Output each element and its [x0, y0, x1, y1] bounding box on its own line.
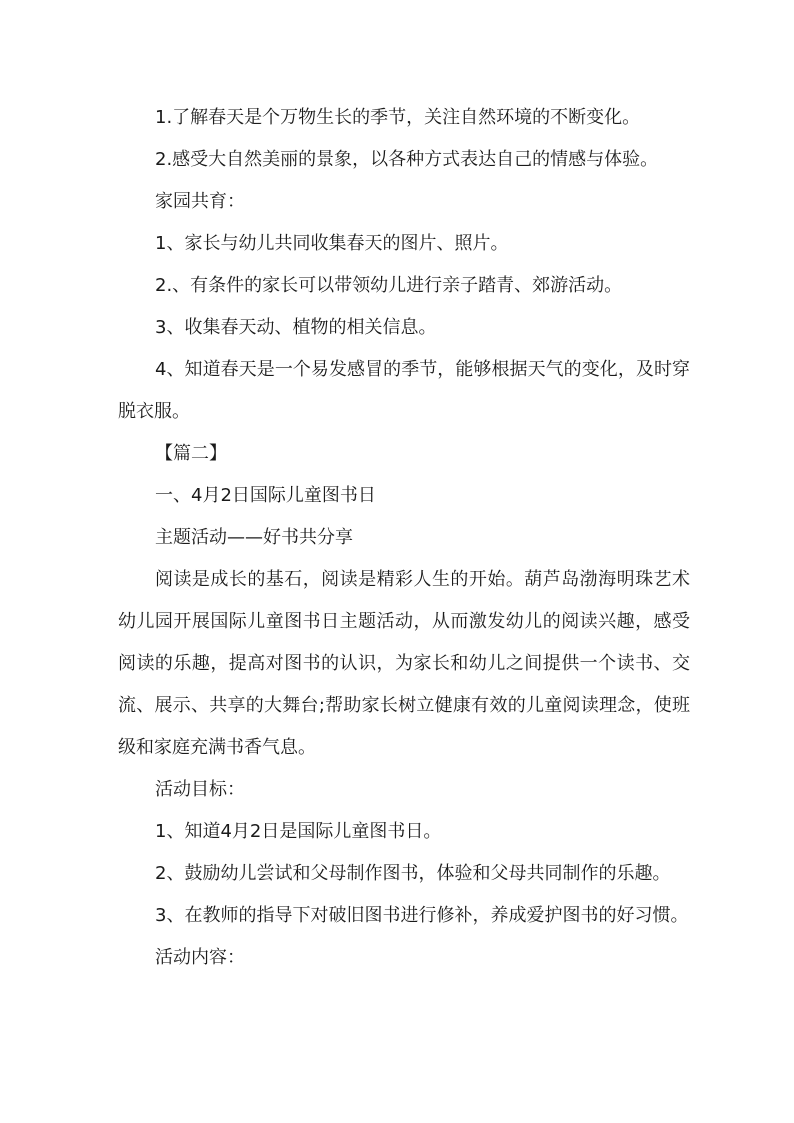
objective-item-3: 3、在教师的指导下对破旧图书进行修补，养成爱护图书的好习惯。 — [155, 905, 689, 926]
section-heading-home-school: 家园共育： — [155, 191, 245, 212]
objective-item-1: 1、知道4月2日是国际儿童图书日。 — [155, 821, 442, 842]
part-two-heading: 【篇二】 — [155, 443, 227, 464]
home-school-item-2: 2.、有条件的家长可以带领幼儿进行亲子踏青、郊游活动。 — [155, 275, 623, 296]
section-heading-content: 活动内容： — [155, 947, 245, 968]
home-school-item-3: 3、收集春天动、植物的相关信息。 — [155, 317, 437, 338]
document-body — [118, 97, 690, 979]
home-school-item-1: 1、家长与幼儿共同收集春天的图片、照片。 — [155, 233, 509, 254]
goal-item-1: 1.了解春天是个万物生长的季节，关注自然环境的不断变化。 — [155, 107, 641, 128]
home-school-item-4: 4、知道春天是一个易发感冒的季节，能够根据天气的变化，及时穿脱衣服。 — [118, 359, 690, 422]
section-heading-objectives: 活动目标： — [155, 779, 245, 800]
theme-activity-title: 主题活动——好书共分享 — [155, 527, 353, 548]
event-title: 一、4月2日国际儿童图书日 — [155, 485, 376, 506]
objective-item-2: 2、鼓励幼儿尝试和父母制作图书，体验和父母共同制作的乐趣。 — [155, 863, 671, 884]
goal-item-2: 2.感受大自然美丽的景象，以各种方式表达自己的情感与体验。 — [155, 149, 659, 170]
intro-paragraph: 阅读是成长的基石，阅读是精彩人生的开始。葫芦岛渤海明珠艺术幼儿园开展国际儿童图书日主题活动，从而激发幼儿的阅读兴趣，感受阅读的乐趣，提高对图书的认识，为家长和幼儿之间提供一个读书、交流、展示、共享的大舞台;帮助家长树立健康有效的儿童阅读理念，使班级和家庭充满书香气息。 — [118, 569, 690, 758]
